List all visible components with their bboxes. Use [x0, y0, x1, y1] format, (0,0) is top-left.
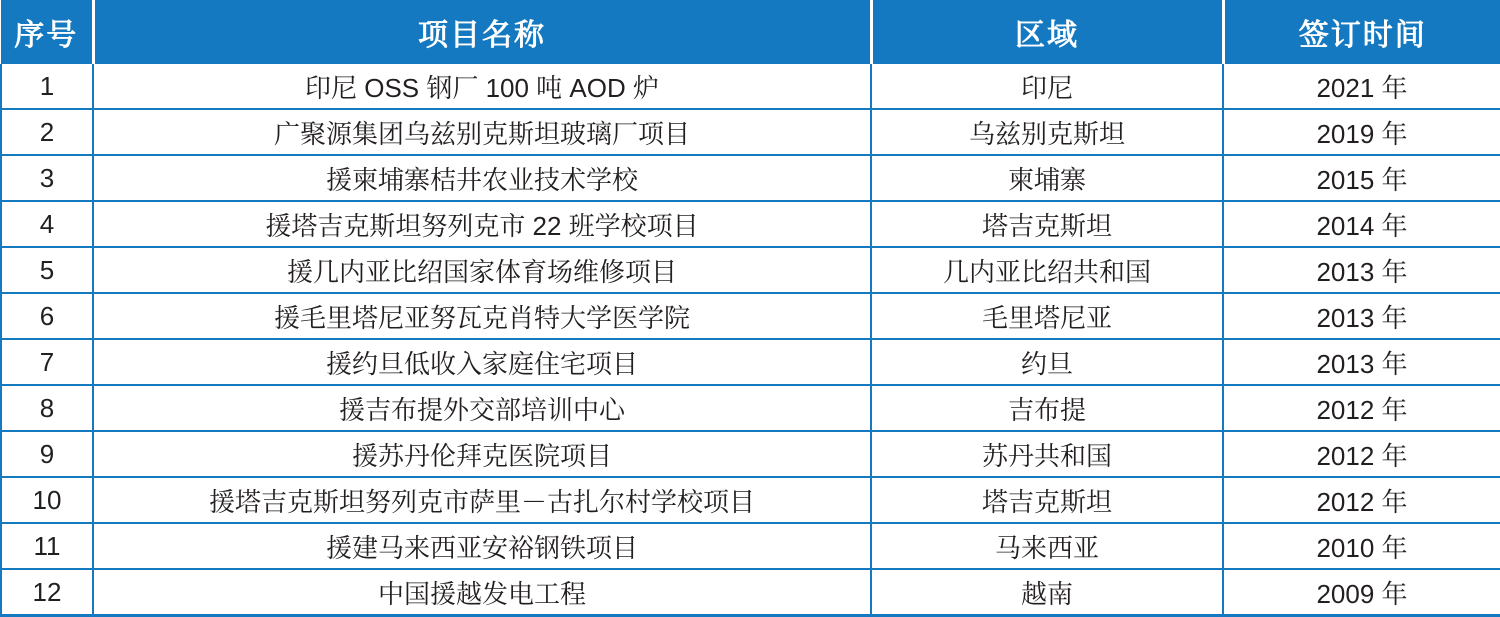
table-row [1, 385, 1500, 431]
table-row [1, 569, 1500, 616]
table-row [1, 431, 1500, 477]
cell-index: 9 [1, 431, 93, 477]
cell-name: 援苏丹伦拜克医院项目 [93, 431, 871, 477]
cell-region: 乌兹别克斯坦 [871, 109, 1223, 155]
cell-region: 塔吉克斯坦 [871, 201, 1223, 247]
cell-date: 2012 年 [1223, 385, 1500, 431]
cell-name: 中国援越发电工程 [93, 569, 871, 616]
table-header [1, 0, 1500, 64]
cell-date: 2013 年 [1223, 339, 1500, 385]
cell-index: 6 [1, 293, 93, 339]
cell-region: 马来西亚 [871, 523, 1223, 569]
cell-region: 吉布提 [871, 385, 1223, 431]
cell-date: 2010 年 [1223, 523, 1500, 569]
cell-date: 2009 年 [1223, 569, 1500, 616]
column-header-index: 序号 [1, 0, 93, 64]
cell-name: 援约旦低收入家庭住宅项目 [93, 339, 871, 385]
cell-region: 柬埔寨 [871, 155, 1223, 201]
column-header-name: 项目名称 [93, 0, 871, 64]
cell-name: 援毛里塔尼亚努瓦克肖特大学医学院 [93, 293, 871, 339]
cell-index: 4 [1, 201, 93, 247]
cell-name: 援柬埔寨桔井农业技术学校 [93, 155, 871, 201]
cell-index: 3 [1, 155, 93, 201]
cell-region: 苏丹共和国 [871, 431, 1223, 477]
cell-name: 援塔吉克斯坦努列克市 22 班学校项目 [93, 201, 871, 247]
cell-date: 2012 年 [1223, 431, 1500, 477]
cell-date: 2015 年 [1223, 155, 1500, 201]
cell-date: 2014 年 [1223, 201, 1500, 247]
cell-index: 7 [1, 339, 93, 385]
table-row [1, 523, 1500, 569]
table-row [1, 293, 1500, 339]
cell-index: 12 [1, 569, 93, 616]
cell-date: 2012 年 [1223, 477, 1500, 523]
cell-index: 11 [1, 523, 93, 569]
cell-date: 2019 年 [1223, 109, 1500, 155]
cell-date: 2013 年 [1223, 247, 1500, 293]
cell-region: 毛里塔尼亚 [871, 293, 1223, 339]
cell-index: 2 [1, 109, 93, 155]
cell-region: 塔吉克斯坦 [871, 477, 1223, 523]
cell-region: 越南 [871, 569, 1223, 616]
cell-name: 援建马来西亚安裕钢铁项目 [93, 523, 871, 569]
cell-date: 2021 年 [1223, 64, 1500, 109]
cell-region: 几内亚比绍共和国 [871, 247, 1223, 293]
cell-index: 1 [1, 64, 93, 109]
table-row [1, 339, 1500, 385]
cell-date: 2013 年 [1223, 293, 1500, 339]
cell-name: 印尼 OSS 钢厂 100 吨 AOD 炉 [93, 64, 871, 109]
cell-region: 印尼 [871, 64, 1223, 109]
table-row [1, 247, 1500, 293]
cell-name: 援塔吉克斯坦努列克市萨里－古扎尔村学校项目 [93, 477, 871, 523]
table-row [1, 64, 1500, 109]
cell-name: 援几内亚比绍国家体育场维修项目 [93, 247, 871, 293]
table-row [1, 477, 1500, 523]
table-row [1, 155, 1500, 201]
column-header-region: 区域 [871, 0, 1223, 64]
cell-index: 8 [1, 385, 93, 431]
column-header-date: 签订时间 [1223, 0, 1500, 64]
cell-name: 援吉布提外交部培训中心 [93, 385, 871, 431]
cell-name: 广聚源集团乌兹别克斯坦玻璃厂项目 [93, 109, 871, 155]
table-row [1, 109, 1500, 155]
cell-index: 10 [1, 477, 93, 523]
table-row [1, 201, 1500, 247]
cell-index: 5 [1, 247, 93, 293]
cell-region: 约旦 [871, 339, 1223, 385]
table-body [1, 64, 1500, 616]
table-header-row [1, 0, 1500, 64]
